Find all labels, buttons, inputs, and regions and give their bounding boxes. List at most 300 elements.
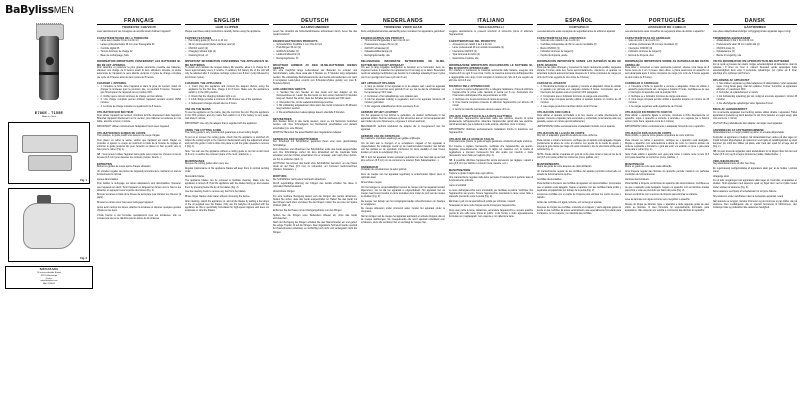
section-heading: CARACTÉRISTIQUES DE LA TONDEUSE xyxy=(97,36,149,40)
list-item: • 1. Sæt stikket i apparatet og tilslut adapteren til stikkontakten. Inden apparatet tages i brug første gang, skal det oplades i 8 timer. Kontroller, at apparatets afbryder er i positionen OFF. xyxy=(717,83,798,92)
feature-list xyxy=(713,40,797,57)
paragraph: Particolarmente pratica, la guida di taglio garantisce un'altezza di taglio uniforme. xyxy=(449,141,533,144)
paragraph: Remove the cutting guides after every use. xyxy=(185,163,230,166)
language-column xyxy=(185,20,269,406)
paragraph: Nach der Reinigung die Klingen schalten Sie das Haarschneider ein und geben Sie einige Tropfen Öl auf die Klingen. Das mitgelieferte Schmieröl wurde speziell für Haarschneider entwickelt, es verflüchtigt sich nicht und verlangsamt nicht die Klingen. xyxy=(273,222,357,234)
language-heading: DEUTSCH xyxy=(273,20,357,25)
list-item: • Cepillo de limpieza, aceite xyxy=(541,55,622,58)
paragraph: Om de kam aan te brengen of te verwijderen, nagaan of het apparaat is uitgeschakeld. De snijlengte vooraf op de maximumstand instellen met behulp van het stelwiel en de opzetkam inschuiven tot deze vastklikt of naar boven trekken om deze te verwijderen (Fig. 1). xyxy=(361,143,445,155)
paragraph: Dopo aver pulito le lame, riattaccare, accendere l'apparecchio e versare qualche goccia di olio sulle lame prima di pulirlo: L'olio fornito è stato appositamente formulato per i tagliacapelli, non evapora e non rallenta le lame. xyxy=(449,209,533,219)
paragraph: Note: You can use the appliance without a cutting guide to cut hair at skin level (0.5 mm), to outline the contours (nape of the neck, sideburns...). xyxy=(185,150,269,156)
list-item: • Spazzolina di pulizia, olio xyxy=(453,58,534,61)
document-code: FAC 2016/01 xyxy=(42,283,56,286)
section-heading: CARREGAR O APARELHO xyxy=(625,82,659,86)
paragraph: Børst skærene ved hjælp af rensebørsten for at fjerne hårene. xyxy=(713,191,777,194)
paragraph: Le lame dell'apparecchio sono smontabili, per facilitare la pulizia. Verificare che l'apparecchio sia spento. Tenere l'apparecchio orientando le lame verso l'alto e staccarle premendo sotto la punta (Fig. 2). xyxy=(449,189,533,198)
list-item: • 2. Verifique se o indicador luminoso de carga está aceso. xyxy=(629,96,710,99)
paragraph: NOTA: Puede utilizar el aparato sin guía de corte para cortar el pelo al ras de la piel (0,5 mm) para perfilar los contornos (nuca, patillas, etc.). xyxy=(537,153,621,160)
list-item: • 1. Introduza a ficha no aparelho e conecte o adaptador. Antes de utilizar o aparelho pela primeira vez, carregue-o durante 8 horas. Certifique-se de que o interruptor do aparelho está na posição OFF. xyxy=(629,86,710,95)
list-item: • Accessorio per capelli 1 da 4 a 24 mm xyxy=(453,44,534,47)
list-item: • 2. Kontroller, at opladerlampen er tændt. xyxy=(717,92,798,95)
model-number: E786E - T155E xyxy=(34,111,64,115)
section-heading: NETZBETRIEB xyxy=(273,117,292,121)
paragraph: Zum Aufsetzen und Abnehmen der Schnittführer sollte das Gerät ausgeschaltet sein. Die Schnittlänge vorher mit dem Einstellrad auf die maximale Stufe einstellen und den Führer einschieben bis er einrastet, oder nach oben ziehen, um ihn zu entfernen (Abb. 1). xyxy=(273,149,357,161)
paragraph: Leia atentamente estes conselhos de segurança antes de utilizar o aparelho! xyxy=(625,31,705,34)
list-item: • 2. Compruebe que el indicador luminoso de carga está encendido. xyxy=(541,96,622,99)
language-heading: PORTUGUÊS xyxy=(625,20,709,25)
language-heading: ITALIANO xyxy=(449,20,533,25)
paragraph: Um eine möglichst lange Lebensdauer der Batterien zu erzielen und beizubehalten, sollte diese etwa alle 3 Monate ca. 8 Stunden lang aufgeladen werden. Die vollständige Betriebsautonomie des Geräts wird außerdem erst nach 3 kompletten Ladezyklen erreicht (ein 8-Stunden-Zyklus gefolgt von zwei 8-Stunden-Zyklen). xyxy=(273,70,357,85)
section-heading: ONDERHOUD xyxy=(361,165,379,169)
language-heading: ENGLISH xyxy=(185,20,269,25)
section-heading: CARACTERÍSTICAS DO APARELHO xyxy=(625,36,671,40)
section-heading: CARGAR EL APARATO xyxy=(537,82,567,86)
section-heading: BELANGRIJKE INFORMATIE BETREFFENDE DE NI-MH-BATTERIJEN VAN DIT APPARAAT xyxy=(361,60,445,67)
list-item: • Afstandskam til hår 1 fra 4 til 24 mm xyxy=(717,40,798,43)
language-column xyxy=(449,20,533,406)
paragraph: Muy útil, el adaptador garantiza la altura de corte uniforme. xyxy=(537,135,598,138)
feature-list xyxy=(97,40,181,57)
section-heading: UTILIZACIÓN DE LA GUÍA DE CORTE xyxy=(537,131,585,135)
comb-guide-large xyxy=(22,135,78,153)
list-item: • 2. Überprüfen Sie, ob die Ladekontrollanzeige leuchtet. xyxy=(277,102,358,105)
paragraph: Sciacquare le lame sotto l'acqua senza immergere l'apparecchio. xyxy=(449,205,517,208)
paragraph: To put on or remove the cutting guide, check that the appliance is switched off. Adjust the cutting length to the maximum beforehand using the adjustment wheel and push the guide in until it clicks into place or pull the guide upwards to remove it (Fig. 1). xyxy=(185,136,269,149)
section-heading: USE ON THE MAINS xyxy=(185,108,211,112)
section-heading: WICHTIGER HINWEIS ZU DEN NI-MH-BATTERIEN DIESES GERÄTS xyxy=(273,63,357,70)
list-item: • Profi-Klingen 39 mm (2) xyxy=(277,47,358,50)
section-heading: MANUTENZIONE xyxy=(449,168,471,172)
paragraph: Para que las pilas obtengan y conserven la mayor autonomía posible, cárguelas durante 8 horas cada tres horas aproximadamente. Asimismo, el aparato no alcanzará la plena autonomía hasta después de 3 ciclos completos de carga (un ciclo de 8 horas seguido de dos ciclos de 8 horas). xyxy=(537,67,621,79)
paragraph: Rinse clipper blades under water without immersing the device. xyxy=(185,195,251,198)
section-heading: UTILIZACIÓN CON CABLE xyxy=(537,111,571,115)
list-item: • Interruptor ON/OFF (3) xyxy=(629,48,710,51)
paragraph: De praktische opzetkam waarborgt een gelijke snijhoogte. xyxy=(361,138,421,141)
section-heading: HET APPARAAT OPLADEN xyxy=(361,82,396,86)
language-heading: DANSK xyxy=(713,20,797,25)
paragraph: Tag afstandskammene af efter hver brug. xyxy=(713,163,756,166)
paragraph: Pour atteindre et préserver la plus grande autonomie possible des batteries, effectuer une charge de 8 heures avant la 1ère utilisation. Ensuite, la pleine autonomie de l'appareil ne sera atteinte qu'après 3 cycles de charge complète par cycle de 8 heures ainsi de deux cycles de 8 heures. xyxy=(97,67,181,79)
language-column xyxy=(97,20,181,406)
paragraph: Para colocar ou retirar o acessório, verifique se o aparelho está desligado. Regule o aparelho com antecedência a altura de corte no máximo através da roda de regulação e introduza o guia até ouvir um estalido ou puxe o guia para cima para o retirar (Fig. 1). xyxy=(625,139,709,152)
figure-2-wrapper xyxy=(8,188,90,262)
paragraph: Om het reinigen te vergemakkelijken kunnen de mesjes van het apparaat worden afgenomen. Ga na dat het apparaat is uitgeschakeld. Het apparaat met de mesjes naar boven houden en deze losmaken door onder de punt van de mesjes te drukken (Fig. 2). xyxy=(361,186,445,198)
list-item: • Contrôle digital 35 xyxy=(101,48,182,51)
paragraph: Lisez attentivement ces consignes de sécurité avant d'utiliser l'appareil ! xyxy=(97,31,172,34)
product-type-heading: HÅRTRIMMER xyxy=(744,25,766,30)
paragraph: Skyl skærene under vandhanen uden at nedsænke apparatet i vand. xyxy=(713,195,784,198)
company-address-box xyxy=(5,266,93,289)
paragraph: Para colocar o retirar el accesorio, verifique que el aparato está apagado. Regule previamente la altura de corte al máximo con ayuda de la rueda de ajuste y empuje la guía hasta que haga clic para colocarla o tire de ella hacia arriba para retirarla (Fig. 1). xyxy=(537,139,621,152)
paragraph: IMPORTANT! Utiliser exclusivement l'adaptateur fourni avec l'appareil. xyxy=(97,126,170,128)
paragraph: Spülen Sie die Klingen unter fließendem Wasser ab, ohne das Gerät einzutauchen. xyxy=(273,214,357,220)
list-item: • Lame avec ciseaux 31 de 4 à 24 mm xyxy=(101,40,182,43)
paragraph: Un entretien régulier des lames de l'appareil permettra de le maintenir en état de fonctionnement optimal. xyxy=(97,171,181,177)
product-type-heading: APARADOR DE CABELO xyxy=(648,25,686,30)
paragraph: NB: U kunt het apparaat zonder opzetkam gebruiken om het haar vlak op de huid af te scheren (0,5 mm) om de contouren te tekenen (hals, bakkebaarden...). xyxy=(361,157,445,163)
list-item: • Lame professionali 39 mm acciaio inossidabile (2) xyxy=(453,47,534,50)
paragraph: Lames démontables xyxy=(97,178,118,181)
list-item: • Børste til rengøring, olie xyxy=(717,55,798,58)
figure-2-caption: Fig. 2 xyxy=(80,257,87,260)
section-heading: VIGTIG INFORMATION OM APPARATETS NI-MH-BATTERIER xyxy=(713,60,790,64)
paragraph: ¡IMPORTANTE! Utilice exclusivamente el adaptador incluido con el aparato. xyxy=(537,126,616,128)
paragraph: Regular maintenance of the appliance blades will keep them in optimal working order. xyxy=(185,167,269,173)
section-heading: ENTRETIEN xyxy=(97,162,113,166)
list-item: • Cleaning brush, oil xyxy=(189,55,270,58)
header-bar xyxy=(5,4,797,18)
section-heading: INFORMAÇÃO IMPORTANTE SOBRE AS BATERIAS NI-MH DESTE APARELHO xyxy=(625,60,709,67)
section-heading: UTILISATION DES GUIDES DE COUPE xyxy=(97,131,146,135)
product-photo xyxy=(27,22,71,108)
language-heading: ESPAÑOL xyxy=(537,20,621,25)
language-column xyxy=(713,20,797,406)
section-heading: UTILIZZO CON ATTACCO ALLA RETE ELETTRICA xyxy=(449,114,513,118)
list-item: • Ladekontrollleuchte (4) xyxy=(277,54,358,57)
section-heading: INFORMATION IMPORTANTE CONCERNANT LES BATTERIES NI-MH DE CET APPAREIL xyxy=(97,60,181,67)
paragraph: Una manutenzione regolare delle lame permette di mantenerle in perfetto stato di funzionamento ottimale. xyxy=(449,177,533,183)
section-heading: RICARICA DELL'APPARECCHIO xyxy=(449,85,490,89)
paragraph: Per utilizzare l'apparecchio alimentato dalla rete elettrica, inserire la spina direttamente nell'apparecchio. Attaccare l'apparecchio quindi alla rete elettrica, quindi accenderlo (se la batteria è molto scarica, attendere circa 1 minuto). xyxy=(449,118,533,127)
section-heading: BRUG AF LEDNINGSDRIFT xyxy=(713,108,748,112)
numbered-list xyxy=(713,83,797,106)
company-country: France xyxy=(45,277,53,280)
figure-1-frame xyxy=(8,122,90,184)
list-item: • Guia de corte 1 de 4 a 24 mm xyxy=(629,40,710,43)
paragraph: For at anvende apparatet med ledning sættes stikket direkte i apparatet. Tilslut apparatet til lysnettet og tænd derefter for det (hvis batteriet er meget svagt, skal man vente ca. 1 minut). xyxy=(713,112,797,121)
paragraph: Please read these safety instructions carefully before using the appliance. xyxy=(185,31,261,34)
list-item: • 3. Als het apparaat volledig is opgeladen, kunt u het apparaat minstens 45 minuten gebruiken. xyxy=(365,99,446,105)
company-street: 99 avenue Aristide Briand xyxy=(37,272,61,274)
list-item: • 4. La durée de charge suivante est également de 8 heures. xyxy=(101,106,182,109)
paragraph: Uma limpeza regular das lâminas do aparelho permite mantê-lo em perfeitas condições de funcionamento. xyxy=(625,171,709,177)
list-item: • Escova de limpeza, óleo xyxy=(629,55,710,58)
paragraph: De mesjes afspoelen onder stromend water zonder het apparaat onder te dompelen. xyxy=(361,208,445,214)
list-item: • 4. As cargas seguintes serão igualmente de 8 horas. xyxy=(629,106,710,109)
language-column xyxy=(537,20,621,406)
list-item: • Trimmerkam/Snijgeleider 1 van 4 tot 24 mm xyxy=(365,40,446,43)
paragraph: Læs disse sikkerhedsanvisninger omhyggeligt inden apparatet tages i brug! xyxy=(713,31,791,34)
list-item: • 2. Verificare che la spia luminosa di carica sia accesa. xyxy=(453,99,534,102)
paragraph: Eliminare i peli con la spazzolina di pulizia per eliminare i capelli. xyxy=(449,200,516,203)
language-column xyxy=(625,20,709,406)
brand-logo xyxy=(5,4,74,16)
paragraph: ACHTUNG: Sie können das Gerät ohne Schnittführer benutzen, um die Haare direkt an der Haut (0,5 mm) zu schneiden, um Konturen nachzuzeichnen (Nacken, Koteletten...). xyxy=(273,163,357,172)
section-heading: OPLADNING AF APPARATET xyxy=(713,79,750,82)
paragraph: Aftagelige skær xyxy=(713,175,730,178)
list-item: • Cuchillas profesionales de 39 mm acero inoxidable (2) xyxy=(541,44,622,47)
paragraph: Lâminas desmontáveis xyxy=(625,178,649,181)
list-item: • 1. Inserire la spina nell'apparecchio e collegare l'adattatore. Prima di utilizzare l'apparecchio la prima volta, lasciarlo in carica per 8 ore. Assicurarsi che l'interruttore dell'apparecchio sia posizionato su OFF. xyxy=(453,89,534,98)
power-button-icon xyxy=(45,56,55,66)
section-heading: MANUTENÇÃO xyxy=(625,162,645,166)
paragraph: Entfernen Sie die Haare mit der Reinigungsbürste von den Klingen. xyxy=(273,209,343,212)
paragraph: WICHTIG! Benutzen Sie ausschließlich den mitgelieferten Adapter. xyxy=(273,132,342,135)
list-item: • 4. De efterfølgende opladninger varer ligeledes 8 timer. xyxy=(717,103,798,106)
paragraph: VIGTIGT! Brug udelukkende den adapter, der følger med apparatet. xyxy=(713,122,783,125)
paragraph: Para utilizar o aparelho ligado à corrente, introduza a ficha directamente no aparelho. Ligue o aparelho à corrente e acenda-o em seguida (se a bateria estiver muito fraca, aguarde cerca de 1 minuto). xyxy=(625,115,709,124)
paragraph: IMPORTANT! Use only the adaptor that is supplied with the appliance. xyxy=(185,122,258,125)
section-heading: CLIPPER FEATURES xyxy=(185,36,212,40)
list-item: • 1. Introduire la fiche dans l'appareil et dans la prise de courant. Avant de charger la tondeuse pour la première fois, ou pendant 8 heures. S'assurer que l'interrupteur de l'appareil est en position OFF. xyxy=(101,86,182,95)
list-item: • Oplaadverklikkerlampje (4) xyxy=(365,51,446,54)
list-item: • Guía de corte cabello 1 de 4 a 24 mm xyxy=(541,40,622,43)
section-heading: EIGENSCHAFTEN DES PRODUKTS xyxy=(273,39,318,43)
product-type-heading: TONDEUSE VOOR HAAR xyxy=(383,25,423,30)
section-heading: UTILISATION SUR SECTEUR xyxy=(97,111,134,115)
figure-1-wrapper xyxy=(8,122,90,184)
paragraph: NB: Du kan anvende apparatet uden afstandskam for at klippe håret helt tæt ved huden (0,5 mm) og til at tegne konturerne (nakke, bakkenbarter...). xyxy=(713,150,797,156)
section-heading: UTILIZAÇÃO DOS GUIAS DE CORTE xyxy=(625,131,672,135)
paragraph: Muito prático, o guia de corte garante uma altura de corte uniforme. xyxy=(625,135,695,138)
paragraph: Removable blades xyxy=(185,175,205,178)
paragraph: Aclare las cuchillas con agua corriente, sin sumergir el aparato. xyxy=(537,202,603,205)
list-item: • AAN/UIT-schakelaar (3) xyxy=(365,48,446,51)
numbered-list xyxy=(361,86,445,109)
paragraph: Brosser les lames sous l'eau avec nettoyage l'appareil. xyxy=(97,202,154,205)
paragraph: Abnehmbare Klingen xyxy=(273,191,295,194)
numbered-list xyxy=(625,86,709,109)
feature-list xyxy=(185,40,269,57)
paragraph: IMPORTANTE! Utilizzare esclusivamente l'adattatore fornito in dotazione con l'apparecchio. xyxy=(449,129,533,135)
numbered-list xyxy=(185,86,269,106)
list-item: • 3. Une charge complète permet d'utiliser l'appareil pendant environ 45/50 minutes. xyxy=(101,99,182,105)
list-item: • 2. Check that the charging indicator light is on. xyxy=(189,96,270,99)
paragraph: Når skærene er rengjort, tændes trimmeren og der kommes et par dråber olie på skærene. Den medfølgende olie er specielt formuleret til hårtrimmere, den fordamper ikke og nedsætter ikke skærenes hastighed. xyxy=(713,200,797,209)
paragraph: Om een zo lang mogelijke bedrijfsduur te bereiken en te behouden, deze ca. ongeveer iedere 3 maanden het apparaat het 8 uur lang op te laden. Bovendien wordt de volledige bedrijfsduur pas bereikt na 3 volledige oplaadcycli (een cyclus van 8 uur gevolgd door twee cycli van 8 uur). xyxy=(361,67,445,79)
list-item: • Reinigungsbürste, Öl xyxy=(277,58,358,61)
list-item: • 1. Stecken Sie den Stecker an das Gerät und den Adapter an die Netzsteckdose an, Laden Sie das Gerät vor dem ersten Gebrauch 8 Stunden lang auf. Stellen Sie sicher, dass der Schalter des Geräts auf OFF steht. xyxy=(277,92,358,101)
figure-2-frame xyxy=(8,188,90,262)
section-heading: TRIMMERENS EGENSKABER xyxy=(713,36,751,40)
numbered-list xyxy=(449,89,533,112)
paragraph: NB: È possibile utilizzare l'apparecchio senza accessorio per tagliare i capelli a pelo (0,5 mm) per definire i contorni (nuca, basette, ecc.). xyxy=(449,160,533,166)
paragraph: Retire las guías de corte después de cada utilización. xyxy=(537,166,593,169)
section-heading: GEBRUIK OP HET LICHTNET xyxy=(361,111,398,115)
list-item: • Base de rechargeage, huile xyxy=(101,55,182,58)
paragraph: ¡Lea atentamente estas consignas de seguridad antes de utilizar el aparato! xyxy=(537,31,616,34)
list-item: • EIN/AUS-Schalter (3) xyxy=(277,51,358,54)
paragraph: Om het apparaat op het lichtnet te gebruiken, de stekker rechtstreeks in het apparaat steken. Sluit de tondeuse op het stroomnet aan en zet het apparaat dan aan (indien de accu bijna leeg is, ongeveer 1 minuut wachten). xyxy=(361,115,445,124)
list-item: • 4. Die anschließenden Ladevorgänge dauern ebenfalls 8 Stunden. xyxy=(277,112,358,115)
paragraph: Retire os guias de corte após cada utilização. xyxy=(625,166,672,169)
company-name: BABYLISS SARL xyxy=(39,269,59,271)
paragraph: Lame smontabili xyxy=(449,184,466,187)
paragraph: For at opnå og bevare den størst mulige selvstændighed af batterierne, skal de oplades i 8 timer ca. hver 3. måned. Desuden opnås apparatets fulde selvstændighed først efter 3 komplette opladninger (en cyklus på 8 timer efterfulgt af to cyklusser på 8 timer). xyxy=(713,64,797,76)
paragraph: Use the cleaning brush to remove any hair from the blades. xyxy=(185,191,247,194)
paragraph: Limpie las cuchillas con el cepillo de limpieza para eliminar los restos de pelo o cabello. xyxy=(537,194,621,200)
list-item: • Schneideführer Kopffüße 1 von 4 bis 24 mm xyxy=(277,44,358,47)
paragraph: To use the appliance on the mains, plug the cord into the unit. Plug the appliance in the OFF position, and dry mains then switch it on if the battery is very weak, wait about 1 minute. xyxy=(185,112,269,121)
company-website[interactable]: www.babyliss.com xyxy=(40,280,58,283)
paragraph: After cleaning, switch the appliance on, and oil the blades by adding a few drops of the oil supplied over the blades. Only use the babyliss oil supplied with the appliance as this is specifically formulated for high-speed clippers and does not evaporate or slow the blades. xyxy=(185,200,269,212)
list-item: • Indicador luminoso de carga (4) xyxy=(629,51,710,54)
list-item: • 1. Introduzca la clavija en el aparato y conecte el adaptador. Antes de utilizar el aparato por primera vez, cárguelo durante 8 horas. Compruebe que el interruptor del aparato está en posición OFF (apagado). xyxy=(541,86,622,95)
paragraph: Die Schnittführer nach jedem Gebrauch abnehmen. xyxy=(273,178,327,181)
product-type-heading: TONDEUSE CHEVEUX xyxy=(122,25,156,30)
section-heading: EIGENSCHAPPEN VAN PRODUCT xyxy=(361,36,405,40)
feature-list xyxy=(625,40,709,57)
section-heading: USING THE CUTTING GUIDE xyxy=(185,128,222,132)
paragraph: Den Stecker direkt in das Gerät stecken, wenn es mit Netzstrom betrieben werden soll. Das Schneidgerät bei Netzbetrieb anschließen und danach einschalten (ca. eine Minute). xyxy=(273,121,357,130)
list-item: • 3. En fuldstændig opladning gør det muligt at anvende apparatet i mindst 45 minutter. xyxy=(717,96,798,102)
numbered-list xyxy=(97,86,181,109)
product-type-heading: HAARSCHNEIDER xyxy=(301,25,329,30)
paragraph: The appliance blades can be removed to facilitate cleaning. Make sure the appliance is turned off. Hold the appliance with the blades facing up and release them by pressing below the tip of the blades (Fig. 2). xyxy=(185,180,269,189)
paragraph: Depois de limpar as lâminas, ligue o aparador e deite algumas gotas de óleo sobre as lâminas. O óleo fornecido foi especialmente formulado para aparadores, não evapora nem retarda o movimento das lâminas do aparelho. xyxy=(625,203,709,212)
paragraph: Door de mesjes van het apparaat regelmatig te onderhouden blijven deze in optimale staat. xyxy=(361,174,445,180)
list-item: • Botón ON/OFF (3) xyxy=(541,48,622,51)
numbered-list xyxy=(273,92,357,115)
section-heading: IMPORTANT INFORMATION CONCERNING THE APPLIANCE'S NI-MH BATTERIES xyxy=(185,60,269,67)
section-heading: CARATTERISTICHE DEL PRODOTTO xyxy=(449,39,496,43)
paragraph: Retirer les guides de coupe après chaque utilisation. xyxy=(97,166,152,169)
section-heading: UTILIZAÇÃO DO PRODUTO COM FIO xyxy=(625,111,673,115)
list-item: • Opladerlampe (4) xyxy=(717,51,798,54)
paragraph: Afstandskammen er meget praktisk og sikrer en ensartet klippehøjde. xyxy=(713,132,785,135)
paragraph: Na het reinigen van de mesjes het apparaat aanzetten en enkele druppels olie op de mesjes aanbrengen. De meegeleverde olie werd speciaal ontwikkeld voor tondeuses, deze olie verdampt niet en vertraagt de mesjes niet. xyxy=(361,216,445,225)
list-item: • 39 mm professional blades stainless steel (2) xyxy=(189,44,270,47)
list-item: • 4. Las cargas posteriores también deben durar 8 horas. xyxy=(541,106,622,109)
section-heading: GEBRAUCH DER SCHNITTFÜHRER xyxy=(273,137,318,141)
paragraph: Nota: Pode utilizar o aparelho sem guia para cortar o cabelo rente à pele (0,5 mm) para desenhar os contornos (nuca, patilhas...). xyxy=(625,153,709,160)
paragraph: Pour faciliter le nettoyage, les lames adaptateurs sont démontables. S'assurer que l'appareil est éteint. Tenir l'appareil en dirigeant les lames vers le haut et les détacher en appuyant sous la pointe des lames (Fig. 2). xyxy=(97,183,181,192)
paragraph: For at lette rengøringen kan apparatets skær tages af. Kontroller, at apparatet er slukket. Hold apparatet med skærene opad og frigør dem ved at trykke neden under spidsen af skærene (Fig. 2). xyxy=(713,180,797,189)
figure-1-caption: Fig. 1 xyxy=(80,179,87,182)
paragraph: Très pratique, le guide positif vous assure une coupe d'égale. xyxy=(97,135,161,138)
section-heading: VEDLIGEHOLDELSE xyxy=(713,159,740,163)
language-columns xyxy=(5,20,797,406)
paragraph: Para obter e conservar a maior autonomia possível, efectue uma carga de 8 horas cerca de 3 em 3 meses. Além disso, a plena autonomia do aparelho só será alcançada após 3 ciclos completos de carga (um ciclo de 8 horas seguido de dois ciclos de 8 horas). xyxy=(625,67,709,79)
language-column xyxy=(273,20,357,406)
paragraph: Leggere attentamente le presenti istruzioni di sicurezza prima di utilizzare l'apparecchio! xyxy=(449,31,533,37)
section-heading: INFORMAZIONE IMPORTANTE RIGUARDANTE LE BATTERIE NI-MH DI QUESTO APPARECCHIO xyxy=(449,63,533,70)
paragraph: Lave as lâminas com água corrente sem mergulhar o aparelho. xyxy=(625,199,691,202)
hand-holding-clipper-illustration xyxy=(19,193,79,255)
section-heading: CHARGER L'APPAREIL xyxy=(97,82,127,86)
paragraph: Escove as lâminas com a escova de limpeza para eliminar os cabelos. xyxy=(625,194,698,197)
paragraph: Après avoir nettoyé les lames, attacher la tondeuse et déposer quelques gouttes d'huile sur les deux. xyxy=(97,206,181,212)
paragraph: Pour utiliser l'appareil sur secteur, introduire la fiche directement dans l'appareil. Brancher l'appareil directement sur le secteur, puis l'allumer la tondeuse en mis faible, attendre environ 1 minute. xyxy=(97,115,181,124)
paragraph: Brosser les lames à l'aide de la brosse de nettoyage pour éliminer les cheveux (à partir). xyxy=(97,194,181,200)
paragraph: Lesen Sie zunächst die Sicherheitshinweise aufmerksam durch, bevor Sie das Gerät benutzen! xyxy=(273,31,357,37)
paragraph: Afneembare mesjes xyxy=(361,181,382,184)
list-item: • Professionele mesjes 39 mm (2) xyxy=(365,44,446,47)
paragraph: Para facilitar la limpieza, las cuchillas del aparato son desmontables. Compruebe que el aparato está apagado. Sujete el aparato con las cuchillas hacia arriba y sepárelas empujándolas por debajo de la punta (Fig. 2). xyxy=(537,183,621,192)
section-heading: WARTUNG xyxy=(273,175,287,178)
list-item: • 3. Una ricarica completa consente di utilizzare l'apparecchio per almeno 45 minuti. xyxy=(453,102,534,108)
paragraph: Para utilizar el aparato enchufado a la red, inserte el cable directamente al aparato. Conecte el aparato para encenderlo y enciéndalo (si la batería está muy gastada, espere un minuto aproximadamente). xyxy=(537,115,621,124)
list-item: • 1. Stop de stekker in het apparaat en in de adapter aan. Laad het apparaat vooraleer het voor het eerst gebruik 8 uur op. Ga na dat de schakelaar van het apparaat op OFF staat. xyxy=(365,86,446,95)
section-heading: CARACTERÍSTICAS DEL CORTAPELO xyxy=(537,36,586,40)
paragraph: L'huile fournie a été formulée spécialement pour les tondeuses, elle ne s'évaporera pas et ne ralentira pas les lames de la tondeuse. xyxy=(97,214,181,220)
list-item: • Charging indicator light (4) xyxy=(189,51,270,54)
paragraph: NB : Vous pouvez utiliser l'appareil sans guide pour couper les cheveux à ras de la peau (0,5 mm) pour dessiner les contours (nuque, favoris...). xyxy=(97,153,181,160)
product-illustration-column xyxy=(5,20,93,406)
list-item: • 2. Vérifier que le témoin lumineux de charge est bien allumé. xyxy=(101,96,182,99)
feature-list xyxy=(273,44,357,61)
section-heading: CHARGING THE APPLIANCE xyxy=(185,82,222,86)
comb-guide-small xyxy=(28,155,72,171)
list-item: • 3. Uma carga completa permite utilizar o aparelho durante um mínimo de 45 minutos. xyxy=(629,99,710,105)
paragraph: To obtain and maintain the longest battery life possible, allow it to charge for 8 hours approximately every 3 months. In addition, full battery life of the unit will only be attained after 3 complete recharge cycles (one 8-hour cycle) followed by two 8-hour cycles). xyxy=(185,67,269,79)
list-item: • Témoin lumineux de charge 42 xyxy=(101,51,182,54)
paragraph: The cutting guide is very practical and guarantees a level cutting height. xyxy=(185,132,259,135)
paragraph: Un mantenimiento regular de las cuchillas del aparato permitirá conservarlo en estado de funcionamiento óptimo. xyxy=(537,171,621,177)
brand-name: BaByliss xyxy=(5,3,54,16)
list-item: • 3. Mit vollständig aufgeladenem Akku kann das Gerät mindestens 45 Minuten lang betrieben werden. xyxy=(277,105,358,111)
list-item: • 3. A full charge provides a minimum of 45 minutes' use of the appliance. xyxy=(189,99,270,102)
company-city: 92120 Montrouge xyxy=(40,274,58,277)
feature-list xyxy=(361,40,445,57)
paragraph: De mesjes met behulp van het reinigingsborsteltje schoonborstelen om haartjes te verwijderen. xyxy=(361,200,445,206)
section-heading: INFORMACIÓN IMPORTANTE SOBRE LAS BATERÍAS NI-MH DE ESTE APARATO xyxy=(537,60,621,67)
numbered-list xyxy=(537,86,621,109)
section-heading: MANTENIMIENTO xyxy=(537,162,560,166)
comb-guides-illustration xyxy=(22,129,76,173)
paragraph: Per inserire o togliere l'accessorio, verificare che l'apparecchio sia spento. Regolare preventivamente l'altezza di taglio sul massimo con la rotella di regolazione e premere l'accessorio fino allo scatto per inserirlo o tirare l'accessorio verso l'alto per toglierlo (Fig. 1). xyxy=(449,146,533,158)
list-item: • Hair cutting guide (1) from 4 to 24 mm xyxy=(189,40,270,43)
hand-shape xyxy=(23,203,75,249)
language-heading: FRANÇAIS xyxy=(97,20,181,25)
paragraph: Pour placer un retirer le séche, vérifier que l'appareil est éteint. Régler ou procéder et ajuster: le coupe au maximum à l'aide de la molette de réglage et enfoncer le guide jusqu'au clic pour l'emettre ou placer un bac et partir vers le haut pour le retirer (Fig. 1). xyxy=(97,139,181,152)
list-item: • Lâminas profissionais 39 mm aço inoxidável (2) xyxy=(629,44,710,47)
paragraph: Durch regelmäßige Wartung der Klingen des Geräts erhalten Sie diese in optimalem Betriebszustand. xyxy=(273,183,357,189)
list-item: • Professionelle skær 39 mm rustfrit stål (2) xyxy=(717,44,798,47)
list-item: • 4. De volgende oplaadbeurten duren eveneens 8 uur. xyxy=(365,106,446,109)
clipper-band xyxy=(39,72,59,75)
paragraph: Der Scherkopf mit Schnittführer garantiert Ihnen eine stets gleichmäßige Schnittlänge. xyxy=(273,141,357,147)
paragraph: Kontroller, at apparatet er slukket, når afstandskammen sættes på eller tages af. Indstil forinden klippehøjden på maksimum ved hjælp af indstillingshjulet og skub kammen på, indtil den klikker på plads, eller træk den opad for at tage den af (Fig. 1). xyxy=(713,136,797,149)
paragraph: BELANGRIJK! Gebruik uitsluitend de adapter die is meegeleverd met het apparaat. xyxy=(361,126,445,132)
clipper-body xyxy=(39,36,59,100)
product-type-heading: HAIR CLIPPER xyxy=(215,25,239,30)
paragraph: Para facilitar a limpeza, as lâminas do aparelho são desmontáveis. Certifique-se de que o aparelho está desligado. Segure no aparelho com as lâminas viradas para cima e solte-as premindo por baixo da ponta (Fig. 2). xyxy=(625,183,709,192)
paragraph: Deze veiligheidsinstructies aandachtig lezen vooraleer het apparaat te gebruiken! xyxy=(361,31,445,34)
section-heading: AUFLADEN DES GERÄTS xyxy=(273,88,306,92)
paragraph: Für eine leichtere Reinigung lassen sich die Klingen des Geräts abnehmen. Stellen Sie sicher, dass das Gerät ausgeschaltet ist. Halten Sie das Gerät mit den Klingen nach oben und lösen Sie die Klingen, indem Sie sie unter der Spitze drücken (Abb. 2). xyxy=(273,195,357,208)
feature-list xyxy=(449,44,533,61)
list-item: • 1. Insert plug into appliance and connect the adaptor. Before using the appliance for the first time, charge it for 8 hours. Make sure the appliance's switch is in the OFF position. xyxy=(189,86,270,95)
language-heading: NEDERLANDS xyxy=(361,20,445,25)
made-in-label: Made in China xyxy=(41,116,57,118)
paragraph: Per ottenere e mantenere la massima autonomia delle batterie, eseguire una ricarica di 8 ore ogni 3 mesi circa. Inoltre, la massima autonomia dell'apparecchio è raggiungibile solo dopo 3 cicli completi di ricarica (un ciclo di 8 ore seguito da altri due cicli di 8 ore). xyxy=(449,70,533,82)
feature-list xyxy=(537,40,621,57)
product-type-heading: TAGLIACAPELLI xyxy=(478,25,504,30)
list-item: • ON/OFF switch (3) xyxy=(189,48,270,51)
list-item: • 4. Subsequent charges should also be 8 hours. xyxy=(189,103,270,106)
section-heading: UTILIZZO DELLE GUIDE DI TAGLIO xyxy=(449,137,494,141)
paragraph: Cuchillas desmontables xyxy=(537,178,562,181)
section-heading: ANVENDELSE AF AFSTANDSKAMMENE xyxy=(713,128,764,132)
paragraph: Verwijder de opzetkammen na ieder gebruik. xyxy=(361,169,408,172)
section-heading: MAINTENANCE xyxy=(185,159,205,163)
list-item: • 2. Controleer of het oplaadlampje voor opladen aan. xyxy=(365,96,446,99)
list-item: • Lames professionnelles 39 mm avec bracegrable 32 xyxy=(101,44,182,47)
list-item: • Interruttore ON/OFF (3) xyxy=(453,51,534,54)
paragraph: Togliere le guide di taglio dopo ogni utilizzo. xyxy=(449,172,494,175)
brand-suffix: MEN xyxy=(53,5,74,15)
list-item: • 4. Anche le ricariche successive devono essere di 8 ore. xyxy=(453,109,534,112)
paragraph: En regelmæssig vedligeholdelse af apparatets skær gør, at de holdes i optimal stand. xyxy=(713,167,797,173)
list-item: • 3. Una carga completa permite utilizar el aparato durante un mínimo de 45 minutos. xyxy=(541,99,622,105)
list-item: • ON/OFF-knap (3) xyxy=(717,48,798,51)
list-item: • Spia luminosa di carica (4) xyxy=(453,54,534,57)
language-column xyxy=(361,20,445,406)
list-item: • Indicador luminoso de carga (4) xyxy=(541,51,622,54)
product-type-heading: CORTAPELO xyxy=(569,25,589,30)
paragraph: IMPORTANTE! Utilize exclusivamente o adaptador fornecido com o aparelho. xyxy=(625,126,706,128)
